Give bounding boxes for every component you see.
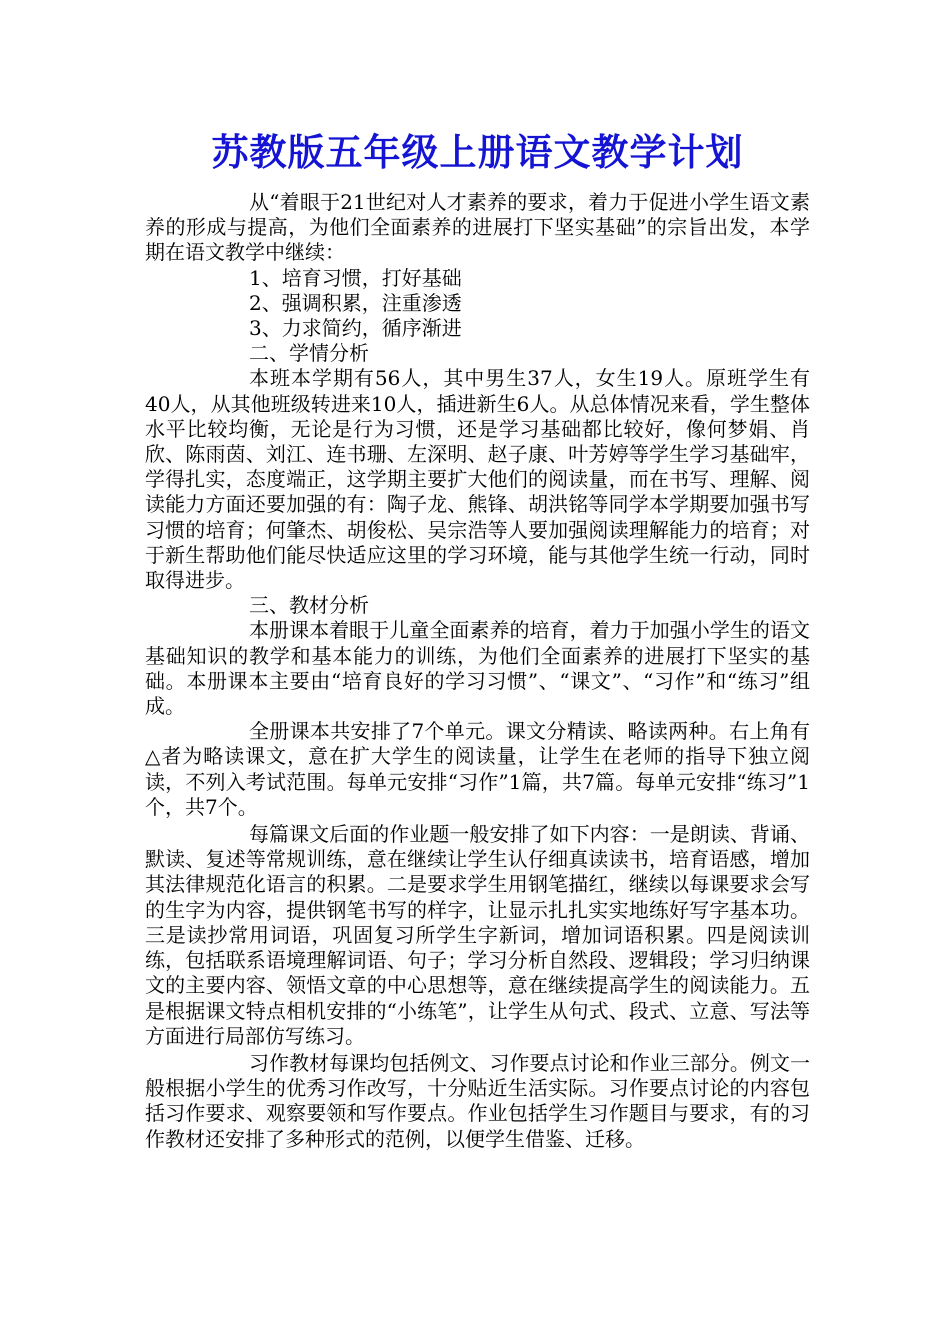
textbook-paragraph-3: 每篇课文后面的作业题一般安排了如下内容：一是朗读、背诵、默读、复述等常规训练，意在继续让学生认仔细真读读书，培育语感，增加其法律规范化语言的积累。二是要求学生用钢笔描红，继续以每课要求会写的生字为内容，提供钢笔书写的样字，让显示扎扎实实地练好写字基本功。三是读抄常用词语，巩固复习所学生字新词，增加词语积累。四是阅读训练，包括联系语境理解词语、句子；学习分析自然段、逻辑段；学习归纳课文的主要内容、领悟文章的中心思想等，意在继续提高学生的阅读能力。五是根据课文特点相机安排的“小练笔”，让学生从句式、段式、立意、写法等方面进行局部仿写练习。: [145, 822, 810, 1048]
section-heading-textbook-analysis: 三、教材分析: [249, 593, 369, 618]
section-heading-student-analysis: 二、学情分析: [249, 341, 369, 366]
goal-item-3: 3、力求简约，循序渐进: [249, 316, 462, 341]
document-page: [145, 122, 810, 1152]
student-analysis-paragraph: 本班本学期有56人，其中男生37人，女生19人。原班学生有40人，从其他班级转进来10人，插进新生6人。从总体情况来看，学生整体水平比较均衡，无论是行为习惯，还是学习基础都比较好，像何梦娟、肖欣、陈雨茵、刘江、连书珊、左深明、赵子康、叶芳婷等学生学习基础牢，学得扎实，态度端正，这学期主要扩大他们的阅读量，而在书写、理解、阅读能力方面还要加强的有：陶子龙、熊锋、胡洪铭等同学本学期要加强书写习惯的培育；何肇杰、胡俊松、吴宗浩等人要加强阅读理解能力的培育；对于新生帮助他们能尽快适应这里的学习环境，能与其他学生统一行动，同时取得进步。: [145, 366, 810, 593]
document-title: 苏教版五年级上册语文教学计划: [211, 130, 744, 174]
textbook-paragraph-4: 习作教材每课均包括例文、习作要点讨论和作业三部分。例文一般根据小学生的优秀习作改写，十分贴近生活实际。习作要点讨论的内容包括习作要求、观察要领和写作要点。作业包括学生习作题目与要求，有的习作教材还安排了多种形式的范例，以便学生借鉴、迁移。: [145, 1050, 810, 1151]
intro-paragraph: 从“着眼于21世纪对人才素养的要求，着力于促进小学生语文素养的形成与提高，为他们全面素养的进展打下坚实基础”的宗旨出发，本学期在语文教学中继续：: [145, 190, 810, 265]
textbook-paragraph-2: 全册课本共安排了7个单元。课文分精读、略读两种。右上角有△者为略读课文，意在扩大学生的阅读量，让学生在老师的指导下独立阅读，不列入考试范围。每单元安排“习作”1篇，共7篇。每单元安排“练习”1个，共7个。: [145, 719, 810, 819]
document-body: [145, 190, 810, 1152]
goal-item-1: 1、培育习惯，打好基础: [249, 265, 462, 290]
goal-item-2: 2、强调积累，注重渗透: [249, 290, 462, 315]
textbook-paragraph-1: 本册课本着眼于儿童全面素养的培育，着力于加强小学生的语文基础知识的教学和基本能力的训练，为他们全面素养的进展打下坚实的基础。本册课本主要由“培育良好的学习习惯”、“课文”、“习作”和“练习”组成。: [145, 618, 810, 719]
